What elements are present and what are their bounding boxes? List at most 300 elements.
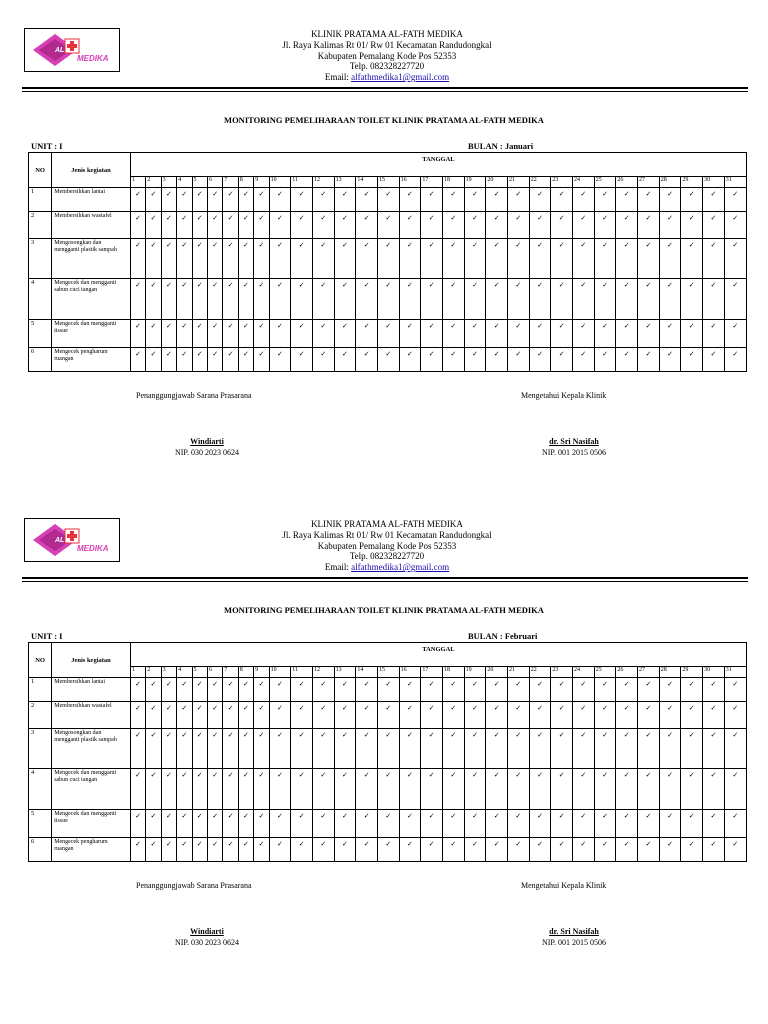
- table-row: [29, 678, 747, 702]
- check-mark-cell: ✓: [334, 348, 356, 372]
- check-mark-cell: ✓: [703, 348, 725, 372]
- check-mark-cell: ✓: [703, 769, 725, 810]
- check-mark-cell: ✓: [573, 769, 595, 810]
- table-row: [29, 188, 747, 212]
- day-header: 9: [254, 177, 269, 188]
- check-mark-cell: ✓: [177, 348, 192, 372]
- check-mark-cell: ✓: [421, 320, 443, 348]
- table-row: [29, 239, 747, 279]
- check-mark-cell: ✓: [724, 838, 746, 862]
- day-header: 6: [207, 177, 222, 188]
- day-header: 26: [616, 667, 638, 678]
- check-mark-cell: ✓: [421, 678, 443, 702]
- check-mark-cell: ✓: [254, 320, 269, 348]
- check-mark-cell: ✓: [291, 188, 313, 212]
- check-mark-cell: ✓: [356, 810, 378, 838]
- check-mark-cell: ✓: [269, 239, 291, 279]
- activity-cell: Membersihkan wastafel: [52, 702, 131, 729]
- check-mark-cell: ✓: [724, 678, 746, 702]
- activity-cell: Mengecek dan mengganti sabun cuci tangan: [52, 279, 131, 320]
- check-mark-cell: ✓: [334, 320, 356, 348]
- day-header: 13: [334, 667, 356, 678]
- day-header: 25: [594, 667, 616, 678]
- check-mark-cell: ✓: [724, 279, 746, 320]
- check-mark-cell: ✓: [616, 320, 638, 348]
- clinic-phone: Telp. 082328227720: [349, 551, 425, 562]
- check-mark-cell: ✓: [130, 702, 145, 729]
- check-mark-cell: ✓: [508, 702, 530, 729]
- check-mark-cell: ✓: [130, 212, 145, 239]
- day-header: 16: [399, 177, 421, 188]
- check-mark-cell: ✓: [399, 279, 421, 320]
- check-mark-cell: ✓: [443, 212, 465, 239]
- check-mark-cell: ✓: [659, 188, 681, 212]
- check-mark-cell: ✓: [312, 188, 334, 212]
- check-mark-cell: ✓: [223, 239, 238, 279]
- email-label: Email:: [324, 562, 352, 573]
- check-mark-cell: ✓: [130, 320, 145, 348]
- table-row: [29, 810, 747, 838]
- check-mark-cell: ✓: [291, 838, 313, 862]
- check-mark-cell: ✓: [312, 279, 334, 320]
- check-mark-cell: ✓: [377, 320, 399, 348]
- day-header: 28: [659, 667, 681, 678]
- check-mark-cell: ✓: [146, 348, 161, 372]
- check-mark-cell: ✓: [594, 212, 616, 239]
- check-mark-cell: ✓: [573, 838, 595, 862]
- day-header: 8: [238, 667, 253, 678]
- check-mark-cell: ✓: [334, 702, 356, 729]
- check-mark-cell: ✓: [223, 702, 238, 729]
- check-mark-cell: ✓: [638, 320, 660, 348]
- check-mark-cell: ✓: [616, 729, 638, 769]
- check-mark-cell: ✓: [551, 348, 573, 372]
- check-mark-cell: ✓: [443, 702, 465, 729]
- check-mark-cell: ✓: [238, 729, 253, 769]
- check-mark-cell: ✓: [223, 279, 238, 320]
- check-mark-cell: ✓: [192, 678, 207, 702]
- check-mark-cell: ✓: [223, 810, 238, 838]
- check-mark-cell: ✓: [146, 320, 161, 348]
- check-mark-cell: ✓: [192, 810, 207, 838]
- check-mark-cell: ✓: [681, 678, 703, 702]
- check-mark-cell: ✓: [421, 769, 443, 810]
- check-mark-cell: ✓: [724, 212, 746, 239]
- check-mark-cell: ✓: [161, 320, 176, 348]
- check-mark-cell: ✓: [399, 678, 421, 702]
- check-mark-cell: ✓: [659, 279, 681, 320]
- check-mark-cell: ✓: [254, 769, 269, 810]
- check-mark-cell: ✓: [223, 348, 238, 372]
- check-mark-cell: ✓: [703, 838, 725, 862]
- check-mark-cell: ✓: [594, 769, 616, 810]
- check-mark-cell: ✓: [573, 239, 595, 279]
- svg-text:AL: AL: [55, 537, 65, 544]
- check-mark-cell: ✓: [616, 678, 638, 702]
- activity-cell: Mengosongkan dan mengganti plastik sampah: [52, 239, 131, 279]
- check-mark-cell: ✓: [529, 838, 551, 862]
- check-mark-cell: ✓: [464, 320, 486, 348]
- check-mark-cell: ✓: [269, 320, 291, 348]
- check-mark-cell: ✓: [681, 320, 703, 348]
- check-mark-cell: ✓: [146, 188, 161, 212]
- check-mark-cell: ✓: [399, 212, 421, 239]
- check-mark-cell: ✓: [356, 212, 378, 239]
- check-mark-cell: ✓: [254, 188, 269, 212]
- no-header: NO: [29, 153, 52, 188]
- check-mark-cell: ✓: [146, 729, 161, 769]
- check-mark-cell: ✓: [681, 212, 703, 239]
- check-mark-cell: ✓: [529, 320, 551, 348]
- check-mark-cell: ✓: [207, 678, 222, 702]
- check-mark-cell: ✓: [703, 729, 725, 769]
- email-link[interactable]: alfathmedika1@gmail.com: [351, 562, 450, 573]
- clinic-logo: [24, 518, 120, 562]
- check-mark-cell: ✓: [486, 348, 508, 372]
- check-mark-cell: ✓: [508, 769, 530, 810]
- day-header: 1: [130, 177, 145, 188]
- check-mark-cell: ✓: [724, 729, 746, 769]
- check-mark-cell: ✓: [724, 769, 746, 810]
- check-mark-cell: ✓: [312, 348, 334, 372]
- check-mark-cell: ✓: [594, 729, 616, 769]
- check-mark-cell: ✓: [238, 188, 253, 212]
- check-mark-cell: ✓: [334, 729, 356, 769]
- check-mark-cell: ✓: [573, 188, 595, 212]
- day-header: 2: [146, 177, 161, 188]
- check-mark-cell: ✓: [638, 239, 660, 279]
- check-mark-cell: ✓: [551, 212, 573, 239]
- check-mark-cell: ✓: [616, 348, 638, 372]
- check-mark-cell: ✓: [638, 729, 660, 769]
- check-mark-cell: ✓: [616, 188, 638, 212]
- check-mark-cell: ✓: [312, 239, 334, 279]
- check-mark-cell: ✓: [192, 702, 207, 729]
- header-rule-thin: [22, 581, 748, 582]
- check-mark-cell: ✓: [529, 769, 551, 810]
- check-mark-cell: ✓: [254, 810, 269, 838]
- day-header: 9: [254, 667, 269, 678]
- check-mark-cell: ✓: [594, 838, 616, 862]
- check-mark-cell: ✓: [681, 348, 703, 372]
- check-mark-cell: ✓: [551, 279, 573, 320]
- day-header: 10: [269, 667, 291, 678]
- check-mark-cell: ✓: [724, 348, 746, 372]
- check-mark-cell: ✓: [464, 348, 486, 372]
- check-mark-cell: ✓: [486, 702, 508, 729]
- check-mark-cell: ✓: [207, 320, 222, 348]
- check-mark-cell: ✓: [146, 810, 161, 838]
- day-header: 7: [223, 667, 238, 678]
- day-header: 23: [551, 177, 573, 188]
- check-mark-cell: ✓: [659, 239, 681, 279]
- check-mark-cell: ✓: [207, 838, 222, 862]
- check-mark-cell: ✓: [551, 702, 573, 729]
- table-row: [29, 212, 747, 239]
- check-mark-cell: ✓: [616, 702, 638, 729]
- check-mark-cell: ✓: [638, 769, 660, 810]
- check-mark-cell: ✓: [254, 279, 269, 320]
- check-mark-cell: ✓: [377, 348, 399, 372]
- right-signatory-name: dr. Sri Nasifah: [549, 437, 599, 446]
- activity-cell: Mengecek dan mengganti sabun cuci tangan: [52, 769, 131, 810]
- check-mark-cell: ✓: [443, 838, 465, 862]
- day-header: 23: [551, 667, 573, 678]
- check-mark-cell: ✓: [421, 702, 443, 729]
- check-mark-cell: ✓: [291, 678, 313, 702]
- check-mark-cell: ✓: [443, 239, 465, 279]
- check-mark-cell: ✓: [573, 320, 595, 348]
- clinic-name: KLINIK PRATAMA AL-FATH MEDIKA: [311, 519, 463, 529]
- check-mark-cell: ✓: [223, 212, 238, 239]
- left-signatory-role: Penanggungjawab Sarana Prasarana: [136, 391, 252, 400]
- check-mark-cell: ✓: [594, 279, 616, 320]
- day-header: 29: [681, 667, 703, 678]
- check-mark-cell: ✓: [703, 702, 725, 729]
- day-header: 11: [291, 177, 313, 188]
- check-mark-cell: ✓: [399, 239, 421, 279]
- check-mark-cell: ✓: [573, 729, 595, 769]
- month-label: BULAN : Februari: [468, 631, 538, 641]
- check-mark-cell: ✓: [703, 320, 725, 348]
- check-mark-cell: ✓: [399, 729, 421, 769]
- check-mark-cell: ✓: [399, 838, 421, 862]
- check-mark-cell: ✓: [130, 810, 145, 838]
- check-mark-cell: ✓: [356, 838, 378, 862]
- check-mark-cell: ✓: [312, 838, 334, 862]
- check-mark-cell: ✓: [681, 239, 703, 279]
- check-mark-cell: ✓: [659, 769, 681, 810]
- check-mark-cell: ✓: [659, 702, 681, 729]
- email-link[interactable]: alfathmedika1@gmail.com: [351, 72, 450, 83]
- check-mark-cell: ✓: [356, 279, 378, 320]
- check-mark-cell: ✓: [207, 810, 222, 838]
- row-number: 5: [29, 320, 52, 348]
- check-mark-cell: ✓: [421, 239, 443, 279]
- check-mark-cell: ✓: [334, 239, 356, 279]
- day-header: 31: [724, 667, 746, 678]
- check-mark-cell: ✓: [551, 188, 573, 212]
- table-row: [29, 702, 747, 729]
- check-mark-cell: ✓: [269, 678, 291, 702]
- check-mark-cell: ✓: [464, 239, 486, 279]
- check-mark-cell: ✓: [161, 678, 176, 702]
- check-mark-cell: ✓: [681, 810, 703, 838]
- check-mark-cell: ✓: [291, 769, 313, 810]
- check-mark-cell: ✓: [312, 769, 334, 810]
- check-mark-cell: ✓: [146, 239, 161, 279]
- svg-text:MEDIKA: MEDIKA: [77, 54, 109, 63]
- check-mark-cell: ✓: [573, 678, 595, 702]
- check-mark-cell: ✓: [443, 810, 465, 838]
- check-mark-cell: ✓: [464, 678, 486, 702]
- tanggal-header: TANGGAL: [130, 643, 746, 667]
- check-mark-cell: ✓: [421, 279, 443, 320]
- check-mark-cell: ✓: [659, 320, 681, 348]
- check-mark-cell: ✓: [254, 239, 269, 279]
- check-mark-cell: ✓: [508, 348, 530, 372]
- check-mark-cell: ✓: [291, 212, 313, 239]
- day-header: 30: [703, 667, 725, 678]
- activity-cell: Mengecek pengharum ruangan: [52, 348, 131, 372]
- check-mark-cell: ✓: [269, 838, 291, 862]
- check-mark-cell: ✓: [177, 320, 192, 348]
- check-mark-cell: ✓: [551, 678, 573, 702]
- check-mark-cell: ✓: [616, 769, 638, 810]
- table-row: [29, 729, 747, 769]
- check-mark-cell: ✓: [508, 810, 530, 838]
- check-mark-cell: ✓: [681, 838, 703, 862]
- check-mark-cell: ✓: [130, 678, 145, 702]
- check-mark-cell: ✓: [177, 279, 192, 320]
- row-number: 4: [29, 279, 52, 320]
- check-mark-cell: ✓: [146, 212, 161, 239]
- check-mark-cell: ✓: [638, 188, 660, 212]
- check-mark-cell: ✓: [508, 678, 530, 702]
- check-mark-cell: ✓: [464, 838, 486, 862]
- check-mark-cell: ✓: [551, 769, 573, 810]
- row-number: 2: [29, 212, 52, 239]
- check-mark-cell: ✓: [508, 729, 530, 769]
- day-header: 15: [377, 667, 399, 678]
- check-mark-cell: ✓: [356, 188, 378, 212]
- day-header: 17: [421, 177, 443, 188]
- left-signatory-role: Penanggungjawab Sarana Prasarana: [136, 881, 252, 890]
- day-header: 8: [238, 177, 253, 188]
- check-mark-cell: ✓: [130, 239, 145, 279]
- check-mark-cell: ✓: [464, 810, 486, 838]
- check-mark-cell: ✓: [161, 239, 176, 279]
- check-mark-cell: ✓: [594, 320, 616, 348]
- check-mark-cell: ✓: [377, 702, 399, 729]
- check-mark-cell: ✓: [529, 702, 551, 729]
- check-mark-cell: ✓: [207, 702, 222, 729]
- check-mark-cell: ✓: [616, 212, 638, 239]
- check-mark-cell: ✓: [529, 239, 551, 279]
- left-signatory-name: Windiarti: [190, 927, 224, 936]
- row-number: 1: [29, 188, 52, 212]
- day-header: 7: [223, 177, 238, 188]
- day-header: 21: [508, 177, 530, 188]
- check-mark-cell: ✓: [508, 188, 530, 212]
- check-mark-cell: ✓: [399, 348, 421, 372]
- row-number: 4: [29, 769, 52, 810]
- check-mark-cell: ✓: [551, 810, 573, 838]
- check-mark-cell: ✓: [223, 188, 238, 212]
- check-mark-cell: ✓: [573, 279, 595, 320]
- check-mark-cell: ✓: [529, 188, 551, 212]
- check-mark-cell: ✓: [573, 212, 595, 239]
- letterhead: [150, 29, 624, 83]
- check-mark-cell: ✓: [291, 279, 313, 320]
- day-header: 2: [146, 667, 161, 678]
- check-mark-cell: ✓: [616, 279, 638, 320]
- check-mark-cell: ✓: [464, 279, 486, 320]
- day-header: 17: [421, 667, 443, 678]
- check-mark-cell: ✓: [312, 810, 334, 838]
- clinic-email-line: [150, 562, 624, 573]
- check-mark-cell: ✓: [161, 702, 176, 729]
- check-mark-cell: ✓: [377, 838, 399, 862]
- row-number: 6: [29, 348, 52, 372]
- check-mark-cell: ✓: [146, 702, 161, 729]
- check-mark-cell: ✓: [192, 279, 207, 320]
- check-mark-cell: ✓: [312, 678, 334, 702]
- check-mark-cell: ✓: [616, 810, 638, 838]
- check-mark-cell: ✓: [334, 810, 356, 838]
- day-header: 26: [616, 177, 638, 188]
- check-mark-cell: ✓: [681, 729, 703, 769]
- check-mark-cell: ✓: [334, 769, 356, 810]
- check-mark-cell: ✓: [269, 729, 291, 769]
- check-mark-cell: ✓: [659, 348, 681, 372]
- day-header: 5: [192, 177, 207, 188]
- day-header: 24: [573, 667, 595, 678]
- clinic-logo-icon: [25, 29, 119, 71]
- check-mark-cell: ✓: [703, 678, 725, 702]
- activity-cell: Mengosongkan dan mengganti plastik sampah: [52, 729, 131, 769]
- check-mark-cell: ✓: [238, 239, 253, 279]
- table-row: [29, 320, 747, 348]
- day-header: 30: [703, 177, 725, 188]
- header-rule-thick: [22, 577, 748, 579]
- clinic-email-line: [150, 72, 624, 83]
- check-mark-cell: ✓: [130, 348, 145, 372]
- day-header: 12: [312, 667, 334, 678]
- check-mark-cell: ✓: [421, 188, 443, 212]
- check-mark-cell: ✓: [130, 279, 145, 320]
- check-mark-cell: ✓: [594, 239, 616, 279]
- check-mark-cell: ✓: [192, 348, 207, 372]
- day-header: 22: [529, 667, 551, 678]
- document-title: MONITORING PEMELIHARAAN TOILET KLINIK PRATAMA AL-FATH MEDIKA: [224, 115, 544, 125]
- day-header: 3: [161, 177, 176, 188]
- right-signatory-name: dr. Sri Nasifah: [549, 927, 599, 936]
- check-mark-cell: ✓: [146, 678, 161, 702]
- table-row: [29, 348, 747, 372]
- check-mark-cell: ✓: [616, 838, 638, 862]
- day-header: 10: [269, 177, 291, 188]
- activity-cell: Mengecek dan mengganti tissue: [52, 810, 131, 838]
- check-mark-cell: ✓: [192, 320, 207, 348]
- check-mark-cell: ✓: [421, 212, 443, 239]
- check-mark-cell: ✓: [638, 279, 660, 320]
- check-mark-cell: ✓: [377, 729, 399, 769]
- check-mark-cell: ✓: [508, 239, 530, 279]
- check-mark-cell: ✓: [334, 212, 356, 239]
- document-title: MONITORING PEMELIHARAAN TOILET KLINIK PRATAMA AL-FATH MEDIKA: [224, 605, 544, 615]
- day-header: 1: [130, 667, 145, 678]
- check-mark-cell: ✓: [724, 239, 746, 279]
- activity-cell: Mengecek dan mengganti tissue: [52, 320, 131, 348]
- check-mark-cell: ✓: [399, 188, 421, 212]
- check-mark-cell: ✓: [551, 729, 573, 769]
- check-mark-cell: ✓: [573, 702, 595, 729]
- unit-label: UNIT : I: [31, 141, 63, 151]
- monitoring-table: [28, 642, 747, 862]
- check-mark-cell: ✓: [551, 320, 573, 348]
- check-mark-cell: ✓: [508, 320, 530, 348]
- day-header: 19: [464, 667, 486, 678]
- month-label: BULAN : Januari: [468, 141, 534, 151]
- day-header: 5: [192, 667, 207, 678]
- check-mark-cell: ✓: [594, 702, 616, 729]
- check-mark-cell: ✓: [223, 678, 238, 702]
- day-header: 15: [377, 177, 399, 188]
- check-mark-cell: ✓: [356, 702, 378, 729]
- check-mark-cell: ✓: [486, 188, 508, 212]
- check-mark-cell: ✓: [529, 279, 551, 320]
